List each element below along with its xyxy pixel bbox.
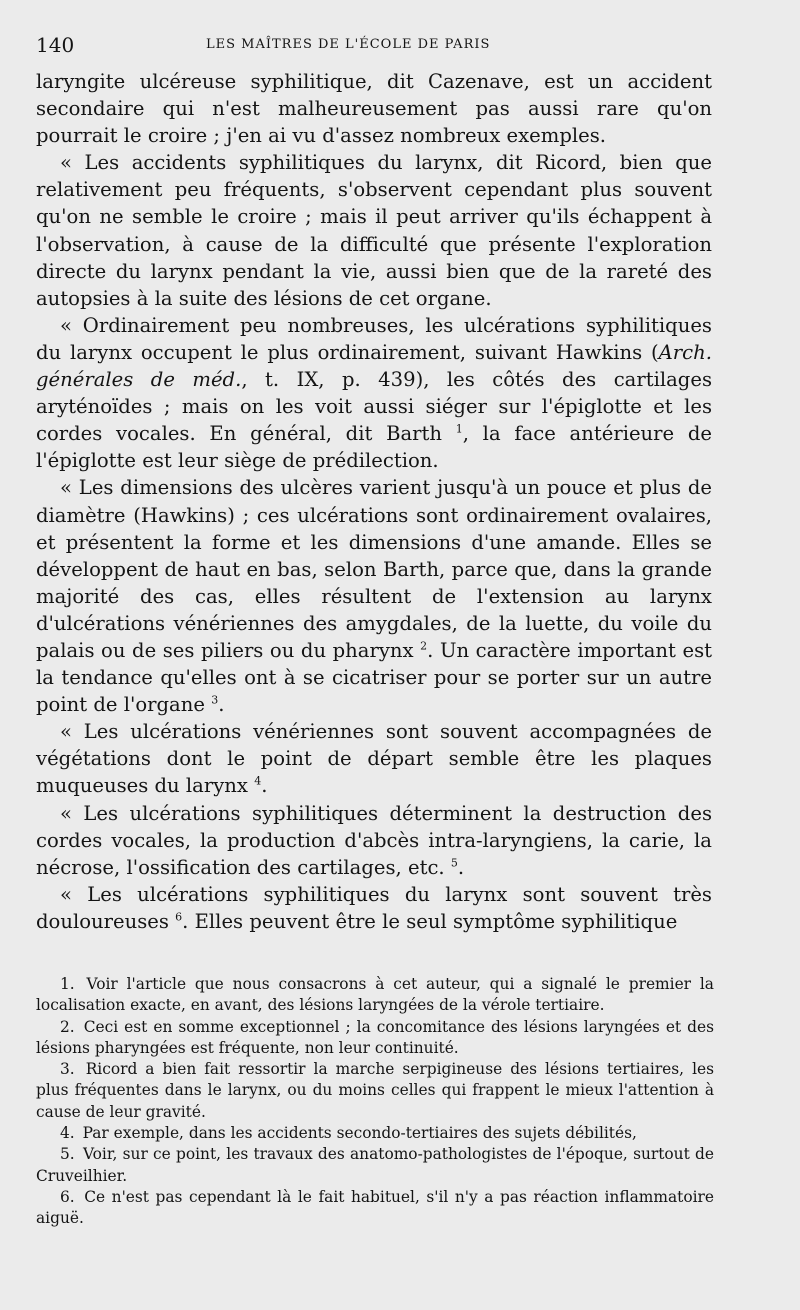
footnote-marker: 5 — [450, 856, 458, 870]
body-text — [36, 68, 712, 935]
footnote: 6. Ce n'est pas cependant là le fait habituel, s'il n'y a pas réaction inflammatoire aiguë. — [36, 1187, 714, 1228]
footnote: 1. Voir l'article que nous consacrons à cet auteur, qui a signalé le premier la localisation exacte, en avant, des lésions laryngées de la vérole tertiaire. — [36, 975, 714, 1015]
paragraph: « Les ulcérations vénériennes sont souvent accompagnées de végétations dont le point de départ semble être les plaques muqueuses du larynx $^4$. — [36, 720, 712, 798]
footnote-marker: 6 — [175, 910, 183, 924]
paragraph: « Les ulcérations syphilitiques déterminent la destruction des cordes vocales, la production d'abcès intra-laryngiens, la carie, la nécrose, l'ossification des cartilages, etc. $^5$. — [36, 801, 712, 879]
footnote-marker: 3 — [211, 693, 219, 707]
paragraph: « Les accidents syphilitiques du larynx, dit Ricord, bien que relativement peu fréquents, s'observent cependant plus souvent qu'on ne semble le croire ; mais il peut arriver qu'ils échappent à l'observation, à cause de la difficulté que présente l'exploration directe du larynx pendant la vie, aussi bien que de la rareté des autopsies à la suite des lésions de cet organe. — [36, 151, 712, 310]
footnote-marker: 2 — [420, 639, 428, 653]
running-header — [36, 30, 712, 68]
paragraph: laryngite ulcéreuse syphilitique, dit Cazenave, est un accident secondaire qui n'est malheureusement pas aussi rare qu'on pourrait le croire ; j'en ai vu d'assez nombreux exemples. — [36, 70, 712, 148]
page-number: 140 — [36, 33, 75, 57]
footnote: 3. Ricord a bien fait ressortir la marche serpigineuse des lésions tertiaires, les plus fréquentes dans le larynx, ou du moins celles qui frappent le mieux l'attention à cause de leur gravité. — [36, 1060, 714, 1121]
footnotes — [36, 974, 714, 1230]
paragraph: « Ordinairement peu nombreuses, les ulcérations syphilitiques du larynx occupent le plus ordinairement, suivant Hawkins (Arch. générales de méd., t. IX, p. 439), les côtés des cartilages aryténoïdes ; mais on les voit aussi siéger sur l'épiglotte et les cordes vocales. En général, dit Barth $^1$, la face antérieure de l'épiglotte est leur siège de prédilection. — [36, 313, 713, 473]
footnote-marker: 1 — [455, 422, 463, 436]
footnote: 4. Par exemple, dans les accidents secondo-tertiaires des sujets débilités, — [60, 1124, 637, 1143]
footnote: 2. Ceci est en somme exceptionnel ; la concomitance des lésions laryngées et des lésions pharyngées est fréquente, non leur continuité. — [36, 1017, 714, 1057]
footnote-marker: 4 — [254, 774, 262, 788]
footnote: 5. Voir, sur ce point, les travaux des anatomo-pathologistes de l'époque, surtout de Cruveilhier. — [36, 1145, 714, 1185]
citation-title: Arch. générales de méd. — [36, 340, 712, 392]
paragraph: « Les ulcérations syphilitiques du larynx sont souvent très douloureuses $^6$. Elles peuvent être le seul symptôme syphilitique — [36, 882, 712, 933]
running-title: LES MAÎTRES DE L'ÉCOLE DE PARIS — [206, 37, 491, 52]
paragraph: « Les dimensions des ulcères varient jusqu'à un pouce et plus de diamètre (Hawkins) ; ces ulcérations sont ordinairement ovalaires, et présentent la forme et les dimensions d'une amande. Elles se développent de haut en bas, selon Barth, parce que, dans la grande majorité des cas, elles résultent de l'extension au larynx d'ulcérations vénériennes des amygdales, de la luette, du voile du palais ou de ses piliers ou du pharynx $^2$. Un caractère important est la tendance qu'elles ont à se cicatriser pour se porter sur un autre point de l'organe $^3$. — [36, 476, 713, 717]
